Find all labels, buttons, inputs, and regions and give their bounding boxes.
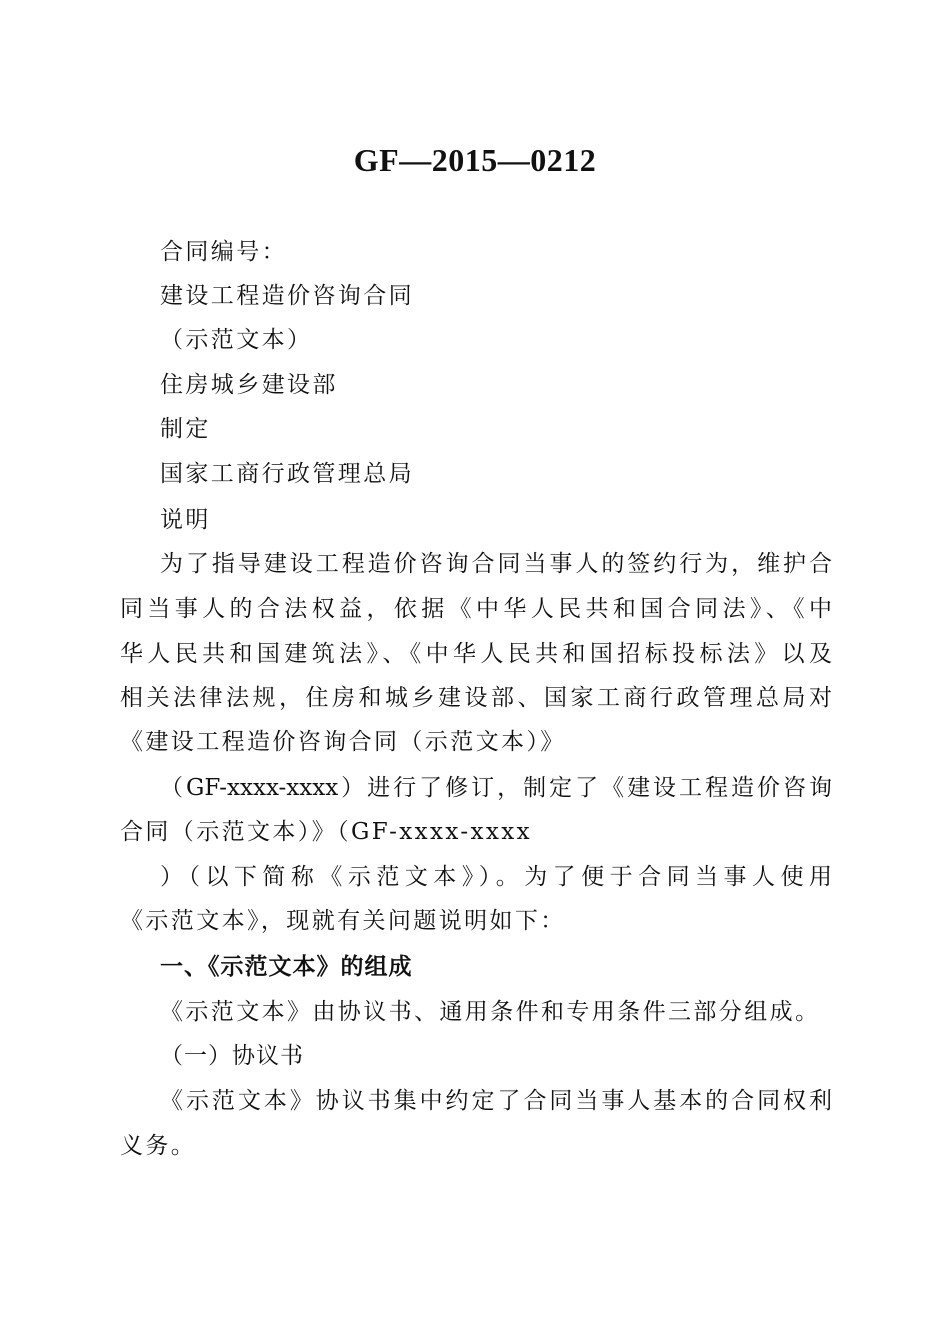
explanation-line: 合同（示范文本）》（GF-xxxx-xxxx [120,819,533,845]
section-1-text: 《示范文本》由协议书、通用条件和专用条件三部分组成。 [160,999,821,1025]
contract-title: 建设工程造价咨询合同 [160,283,414,309]
section-1-heading: 一、《示范文本》的组成 [160,954,413,980]
explanation-heading: 说明 [160,507,211,533]
subsection-agreement-line: 义务。 [120,1133,197,1159]
document-code: GF—2015—0212 [353,142,597,178]
explanation-line: 为了指导建设工程造价咨询合同当事人的签约行为，维护合 [160,551,832,577]
explanation-line: 相关法律法规，住房和城乡建设部、国家工商行政管理总局对 [120,685,832,711]
explanation-line: 同当事人的合法权益，依据《中华人民共和国合同法》、《中 [120,596,832,622]
subsection-agreement-line: 《示范文本》协议书集中约定了合同当事人基本的合同权利 [160,1088,832,1114]
issuer-action: 制定 [160,416,211,442]
issuer-housing-ministry: 住房城乡建设部 [160,372,338,398]
contract-number-label: 合同编号： [160,239,287,265]
explanation-line: （GF-xxxx-xxxx）进行了修订，制定了《建设工程造价咨询 [160,775,832,801]
contract-subtitle: （示范文本） [160,327,313,353]
explanation-line: 《示范文本》，现就有关问题说明如下： [120,908,566,934]
issuer-industry-commerce: 国家工商行政管理总局 [160,461,414,487]
explanation-line: 华人民共和国建筑法》、《中华人民共和国招标投标法》以及 [120,641,832,667]
explanation-line: ）（以下简称《示范文本》）。为了便于合同当事人使用 [160,864,832,890]
subsection-agreement-heading: （一）协议书 [160,1043,304,1069]
explanation-line: 《建设工程造价咨询合同（示范文本）》 [120,729,566,755]
